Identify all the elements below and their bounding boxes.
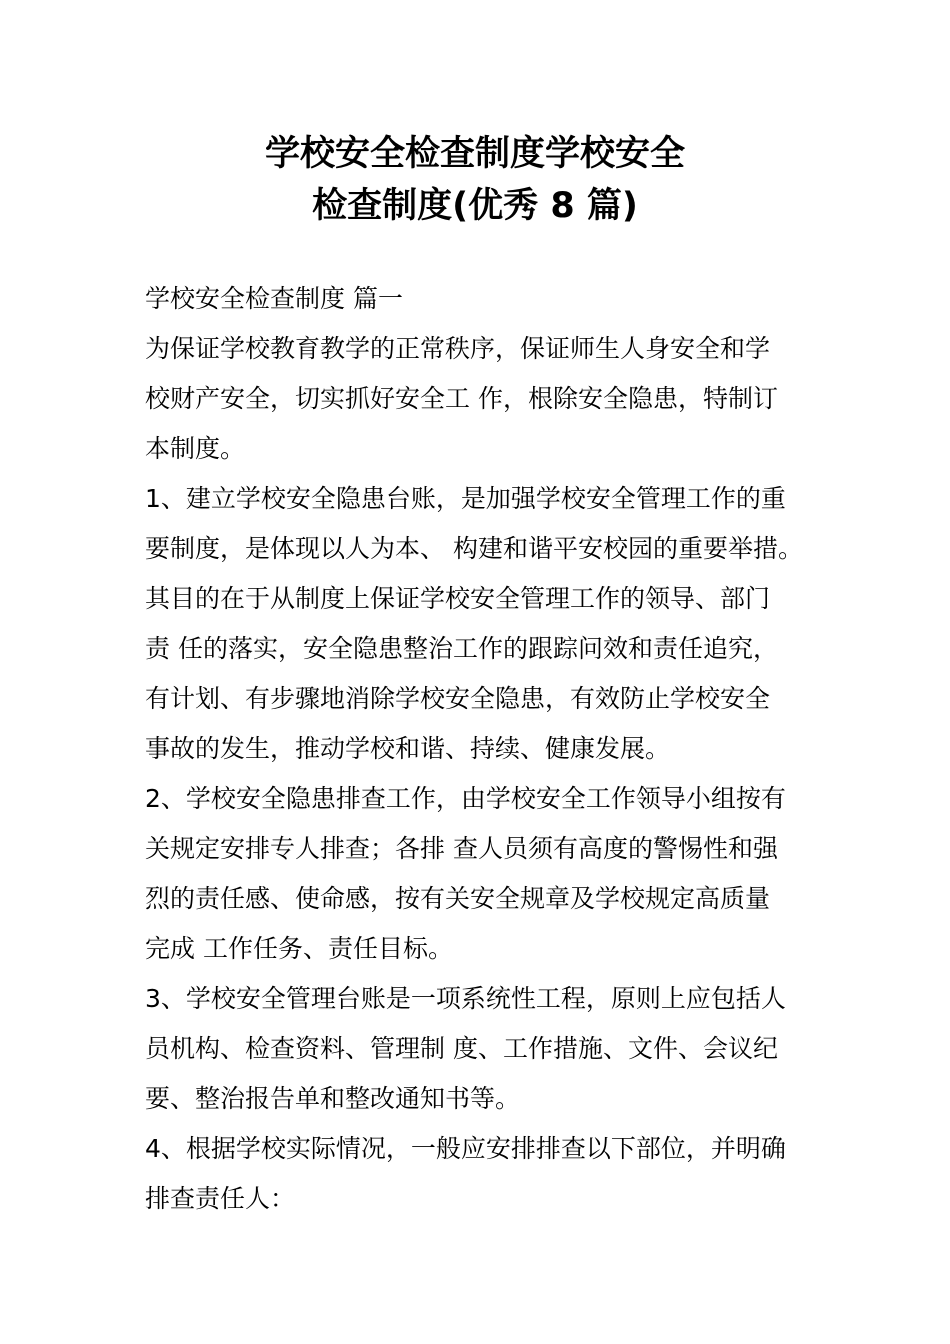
body-text-line: 其目的在于从制度上保证学校安全管理工作的领导、部门 [145, 584, 771, 613]
body-text-line: 烈的责任感、使命感，按有关安全规章及学校规定高质量 [145, 884, 771, 913]
body-text-line: 本制度。 [145, 434, 246, 463]
body-text-line: 1、建立学校安全隐患台账，是加强学校安全管理工作的重 [145, 484, 786, 513]
section-heading: 学校安全检查制度 篇一 [145, 284, 403, 313]
body-text-line: 员机构、检查资料、管理制 度、工作措施、文件、会议纪 [145, 1034, 778, 1063]
title-line: 检查制度(优秀 8 篇) [312, 186, 638, 226]
body-text-line: 要制度，是体现以人为本、 构建和谐平安校园的重要举措。 [145, 534, 803, 563]
body-text-line: 事故的发生，推动学校和谐、持续、健康发展。 [145, 734, 671, 763]
document-title [0, 128, 950, 232]
body-text-line: 责 任的落实，安全隐患整治工作的跟踪问效和责任追究， [145, 634, 778, 663]
body-text-line: 为保证学校教育教学的正常秩序，保证师生人身安全和学 [145, 334, 771, 363]
body-text-line: 4、根据学校实际情况，一般应安排排查以下部位，并明确 [145, 1134, 786, 1163]
body-text-line: 排查责任人： [145, 1184, 296, 1213]
title-line: 学校安全检查制度学校安全 [264, 134, 685, 174]
body-text-line: 关规定安排专人排查；各排 查人员须有高度的警惕性和强 [145, 834, 778, 863]
document-body [145, 274, 820, 1224]
body-text-line: 完成 工作任务、责任目标。 [145, 934, 453, 963]
body-text-line: 要、整治报告单和整改通知书等。 [145, 1084, 521, 1113]
body-text-line: 3、学校安全管理台账是一项系统性工程，原则上应包括人 [145, 984, 786, 1013]
body-text-line: 有计划、有步骤地消除学校安全隐患，有效防止学校安全 [145, 684, 771, 713]
body-text-line: 校财产安全，切实抓好安全工 作，根除安全隐患，特制订 [145, 384, 778, 413]
body-text-line: 2、学校安全隐患排查工作，由学校安全工作领导小组按有 [145, 784, 786, 813]
